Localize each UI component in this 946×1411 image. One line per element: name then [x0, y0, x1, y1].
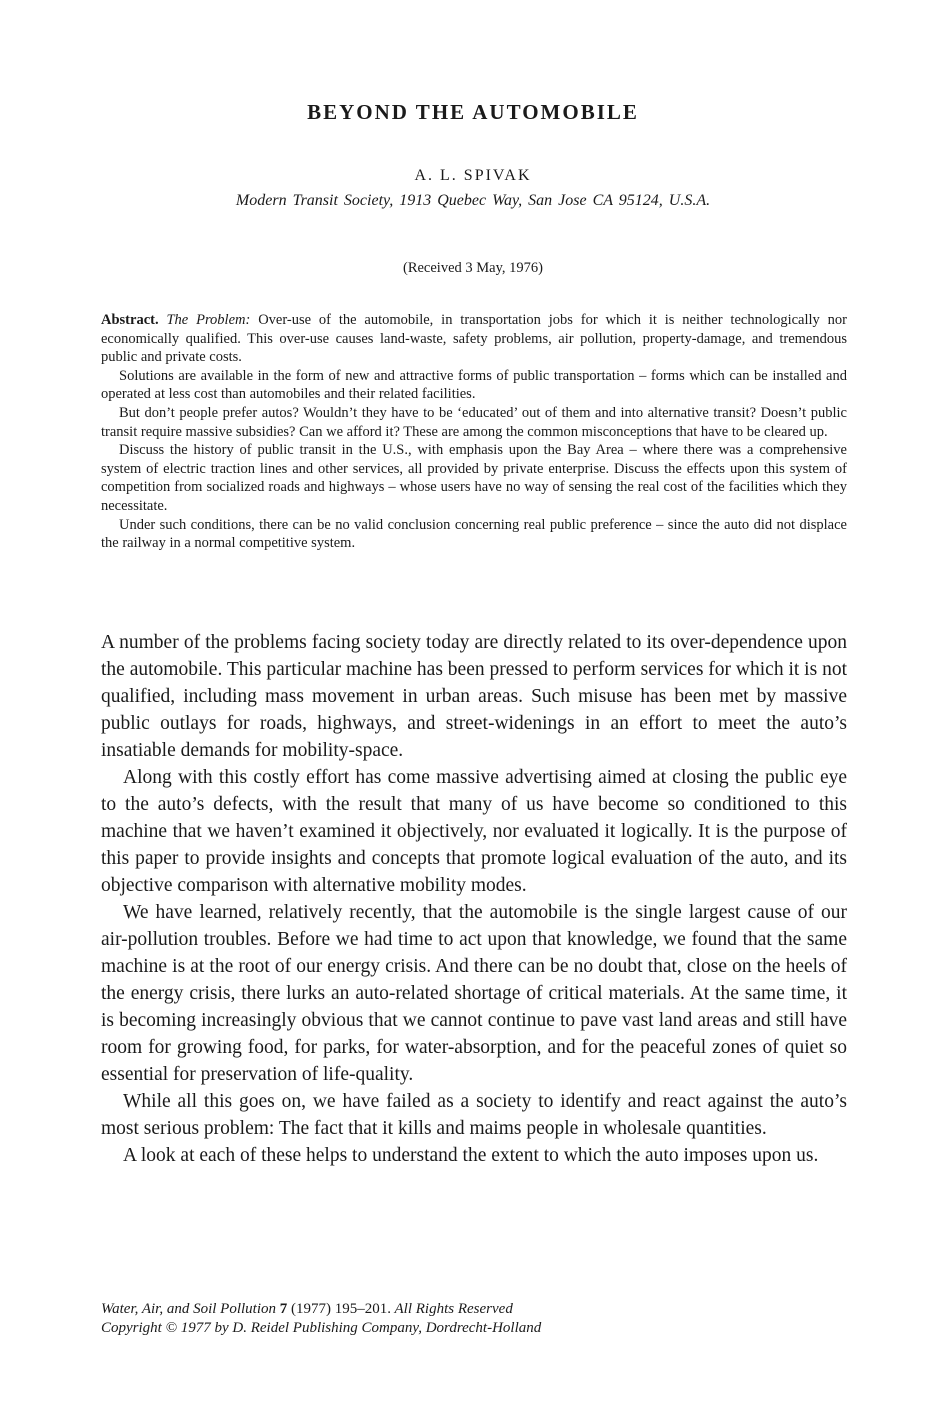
abstract-paragraph: [101, 311, 847, 367]
body-paragraph: We have learned, relatively recently, that the automobile is the single largest cause of our air-pollution troubles. Before we had time to act upon that knowledge, we found that the same machine is at the root of our energy crisis. And there can be no doubt that, close on the heels of the energy crisis, there lurks an auto-related shortage of critical materials. At the same time, it is becoming increasingly obvious that we cannot continue to pave vast land areas and still have room for growing food, for parks, for water-absorption, and for the peaceful zones of quiet so essential for preservation of life-quality.: [101, 902, 847, 1085]
abstract: [101, 311, 847, 553]
journal-name: Water, Air, and Soil Pollution: [101, 1301, 277, 1317]
copyright-line: Copyright © 1977 by D. Reidel Publishing Company, Dordrecht-Holland: [101, 1320, 542, 1336]
body-paragraph: A number of the problems facing society today are directly related to its over-dependence upon the automobile. This particular machine has been pressed to perform services for which it is not qualified, including mass movement in urban areas. Such misuse has been met by massive public outlays for roads, highways, and street-widenings in an effort to meet the auto’s insatiable demands for mobility-space.: [101, 632, 847, 761]
abstract-problem-label: The Problem:: [166, 312, 251, 328]
body-paragraph: While all this goes on, we have failed as a society to identify and react against the auto’s most serious problem: The fact that it kills and maims people in wholesale quantities.: [101, 1091, 847, 1139]
body-text: [101, 629, 847, 1169]
paper-title: BEYOND THE AUTOMOBILE: [307, 100, 639, 124]
abstract-text: Over-use of the automobile, in transportation jobs for which it is neither technologically nor economically qualified. This over-use causes land-waste, safety problems, air pollution, property-damage, and tremendous public and private costs.: [101, 312, 847, 366]
body-paragraph: Along with this costly effort has come massive advertising aimed at closing the public eye to the auto’s defects, with the result that many of us have become so conditioned to this machine that we haven’t examined it objectively, nor evaluated it logically. It is the purpose of this paper to provide insights and concepts that promote logical evaluation of the auto, and its objective comparison with alternative mobility modes.: [101, 767, 847, 896]
received-date: (Received 3 May, 1976): [403, 260, 543, 276]
journal-volume: 7: [279, 1301, 288, 1317]
journal-rights: All Rights Reserved: [394, 1301, 513, 1317]
author-affiliation: Modern Transit Society, 1913 Quebec Way, San Jose CA 95124, U.S.A.: [235, 192, 711, 209]
author-name: A. L. SPIVAK: [414, 167, 532, 184]
journal-citation: [101, 1300, 847, 1319]
abstract-paragraph: Under such conditions, there can be no valid conclusion concerning real public preference – since the auto did not displace the railway in a normal competitive system.: [101, 516, 847, 552]
abstract-label: Abstract.: [101, 312, 159, 328]
journal-year-pages: (1977) 195–201.: [291, 1301, 392, 1317]
abstract-paragraph: Solutions are available in the form of new and attractive forms of public transportation – forms which can be installed and operated at less cost than automobiles and their related facilities.: [101, 367, 847, 403]
abstract-paragraph: But don’t people prefer autos? Wouldn’t they have to be ‘educated’ out of them and into alternative transit? Doesn’t public transit require massive subsidies? Can we afford it? These are among the common misconceptions that have to be cleared up.: [101, 404, 847, 440]
body-paragraph: A look at each of these helps to understand the extent to which the auto imposes upon us.: [123, 1145, 819, 1166]
journal-footer: [101, 1300, 847, 1338]
abstract-paragraph: Discuss the history of public transit in the U.S., with emphasis upon the Bay Area – where there was a comprehensive system of electric traction lines and other services, all provided by private enterprise. Discuss the effects upon this system of competition from socialized roads and highways – whose users have no way of sensing the real cost of the facilities which they necessitate.: [101, 442, 847, 514]
